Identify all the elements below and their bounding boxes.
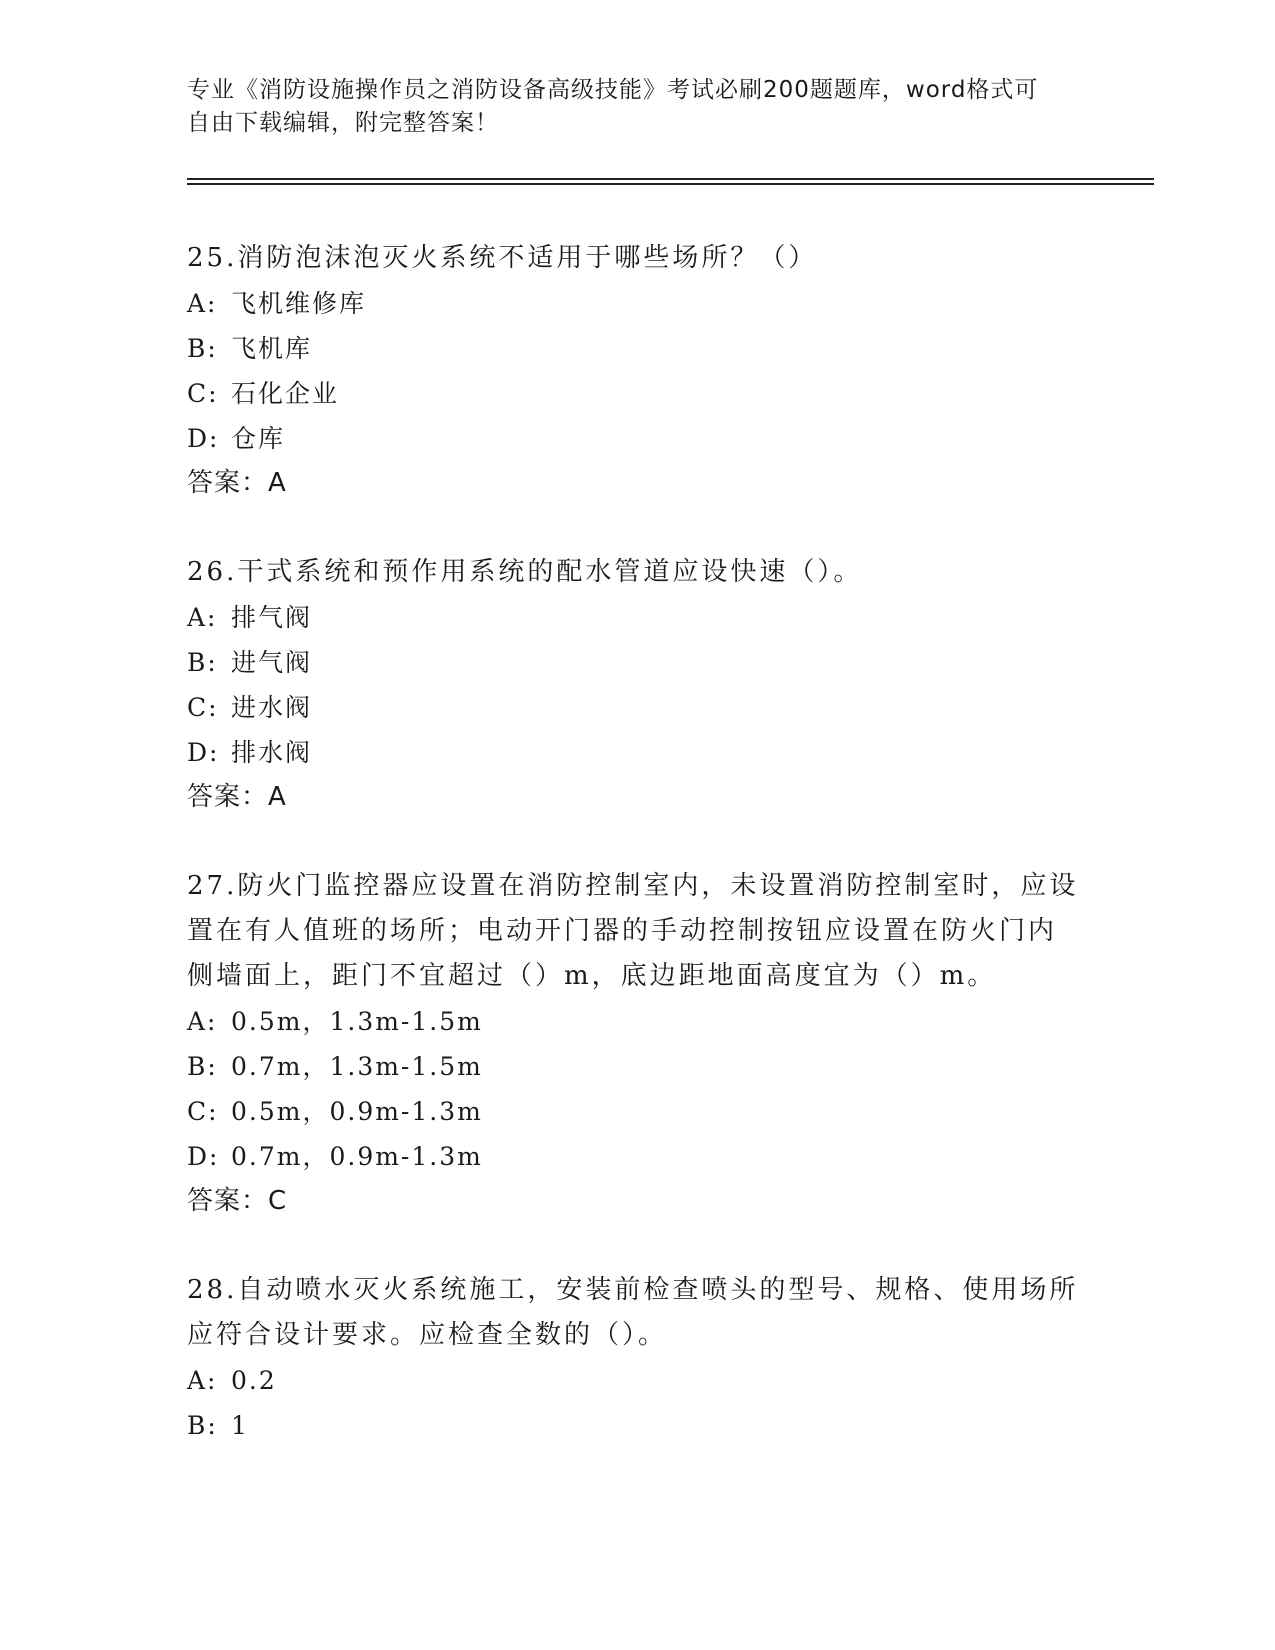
answer-option	[187, 595, 1087, 640]
option-text: 飞机库	[231, 334, 313, 363]
option-key: B:	[187, 334, 218, 363]
question-stem-line: 26.干式系统和预作用系统的配水管道应设快速（）。	[187, 557, 863, 587]
question-block	[187, 236, 1087, 506]
answer-line	[187, 775, 1087, 820]
option-text: 1	[231, 1411, 249, 1440]
answer-line	[187, 1179, 1087, 1224]
header-divider-top	[187, 178, 1154, 180]
option-key: D:	[187, 424, 220, 453]
document-header	[187, 74, 1087, 140]
answer-option	[187, 416, 1087, 461]
option-text: 0.5m，1.3m-1.5m	[231, 1007, 483, 1036]
option-text: 仓库	[231, 424, 286, 453]
option-text: 0.5m，0.9m-1.3m	[231, 1097, 483, 1126]
answer-option	[187, 371, 1087, 416]
option-text: 排气阀	[231, 603, 313, 632]
answer-option	[187, 326, 1087, 371]
answer-label: 答案：	[187, 468, 269, 498]
question-stem-line: 应符合设计要求。应检查全数的（）。	[187, 1320, 668, 1350]
answer-option	[187, 1134, 1087, 1179]
option-text: 进水阀	[231, 693, 313, 722]
question-stem-line: 28.自动喷水灭火系统施工，安装前检查喷头的型号、规格、使用场所	[187, 1275, 1079, 1305]
answer-option	[187, 1358, 1087, 1403]
option-key: C:	[187, 1097, 219, 1126]
option-text: 排水阀	[231, 738, 313, 767]
option-key: C:	[187, 693, 219, 722]
option-text: 石化企业	[231, 379, 340, 408]
question-stem-line: 25.消防泡沫泡灭火系统不适用于哪些场所？（）	[187, 243, 818, 273]
question-stem-line: 置在有人值班的场所；电动开门器的手动控制按钮应设置在防火门内	[187, 916, 1058, 946]
question-stem-line: 27.防火门监控器应设置在消防控制室内，未设置消防控制室时，应设	[187, 871, 1079, 901]
option-text: 0.7m，1.3m-1.5m	[231, 1052, 483, 1081]
option-key: D:	[187, 738, 220, 767]
question-block	[187, 1268, 1087, 1448]
answer-value: A	[268, 468, 287, 498]
answer-label: 答案：	[187, 782, 269, 812]
answer-value: A	[268, 782, 287, 812]
header-divider-bottom	[187, 183, 1154, 185]
question-block	[187, 864, 1087, 1224]
question-block	[187, 550, 1087, 820]
option-key: B:	[187, 1052, 218, 1081]
option-key: A:	[187, 1007, 218, 1036]
option-text: 0.2	[231, 1366, 277, 1395]
answer-line	[187, 461, 1087, 506]
answer-option	[187, 1403, 1087, 1448]
answer-label: 答案：	[187, 1186, 269, 1216]
answer-option	[187, 730, 1087, 775]
answer-option	[187, 640, 1087, 685]
answer-option	[187, 685, 1087, 730]
answer-value: C	[268, 1186, 288, 1216]
option-key: A:	[187, 603, 218, 632]
answer-option	[187, 999, 1087, 1044]
option-key: A:	[187, 1366, 218, 1395]
option-key: D:	[187, 1142, 220, 1171]
header-line-2: 自由下载编辑，附完整答案！	[187, 110, 499, 136]
option-text: 进气阀	[231, 648, 313, 677]
option-text: 飞机维修库	[231, 289, 367, 318]
answer-option	[187, 1089, 1087, 1134]
option-key: A:	[187, 289, 218, 318]
header-line-1: 专业《消防设施操作员之消防设备高级技能》考试必刷200题题库，word格式可	[187, 77, 1039, 103]
option-key: C:	[187, 379, 219, 408]
answer-option	[187, 1044, 1087, 1089]
option-key: B:	[187, 1411, 218, 1440]
question-list	[187, 236, 1087, 1492]
answer-option	[187, 281, 1087, 326]
question-stem-line: 侧墙面上，距门不宜超过（）m，底边距地面高度宜为（）m。	[187, 961, 997, 991]
option-text: 0.7m，0.9m-1.3m	[231, 1142, 483, 1171]
option-key: B:	[187, 648, 218, 677]
